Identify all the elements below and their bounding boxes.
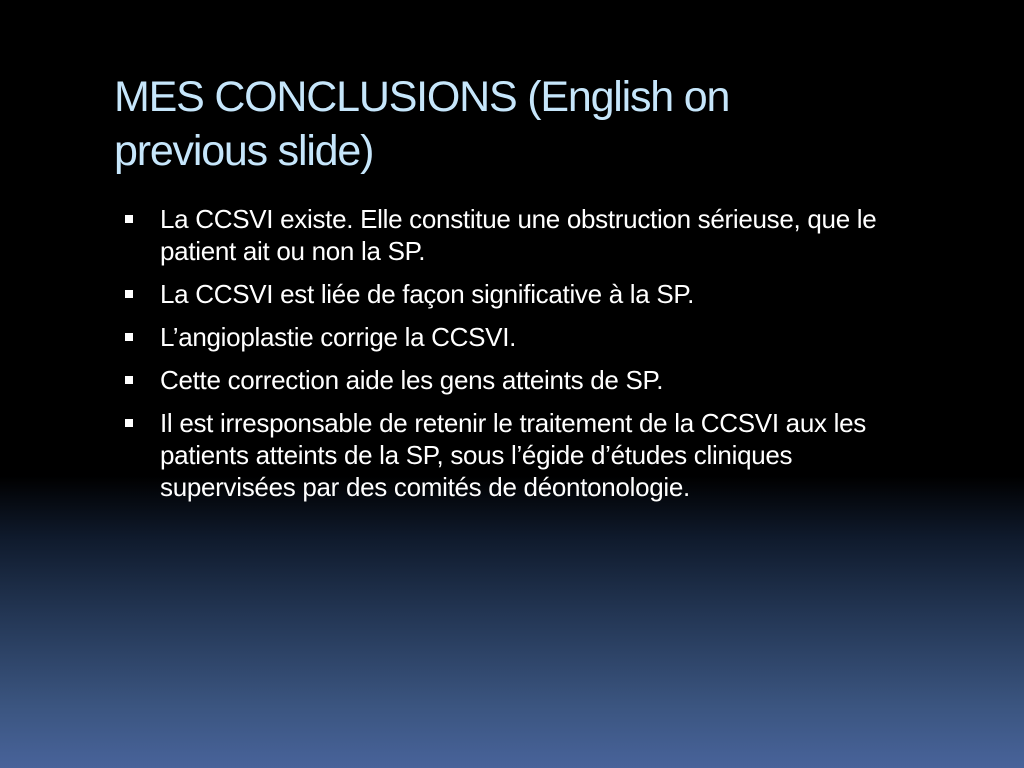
bullet-list bbox=[122, 203, 922, 514]
slide-title bbox=[114, 70, 914, 178]
square-bullet-icon bbox=[125, 376, 133, 384]
bullet-item bbox=[122, 278, 922, 310]
square-bullet-icon bbox=[125, 333, 133, 341]
bullet-text: Il est irresponsable de retenir le traitement de la CCSVI aux les patients atteints de la SP, sous l’égide d’études cliniques supervisées par des comités de déontonologie. bbox=[160, 408, 866, 502]
bullet-item bbox=[122, 321, 922, 353]
bullet-text: Cette correction aide les gens atteints de SP. bbox=[160, 365, 664, 395]
bullet-item bbox=[122, 364, 922, 396]
bullet-text: L’angioplastie corrige la CCSVI. bbox=[160, 322, 517, 352]
bullet-item bbox=[122, 407, 922, 503]
square-bullet-icon bbox=[125, 419, 133, 427]
square-bullet-icon bbox=[125, 290, 133, 298]
bullet-item bbox=[122, 203, 922, 267]
slide-title-line-2: previous slide) bbox=[114, 127, 374, 175]
bullet-text: La CCSVI existe. Elle constitue une obstruction sérieuse, que le patient ait ou non la SP. bbox=[160, 204, 877, 266]
bullet-text: La CCSVI est liée de façon significative à la SP. bbox=[160, 279, 695, 309]
square-bullet-icon bbox=[125, 215, 133, 223]
slide-title-line-1: MES CONCLUSIONS (English on bbox=[114, 73, 730, 121]
